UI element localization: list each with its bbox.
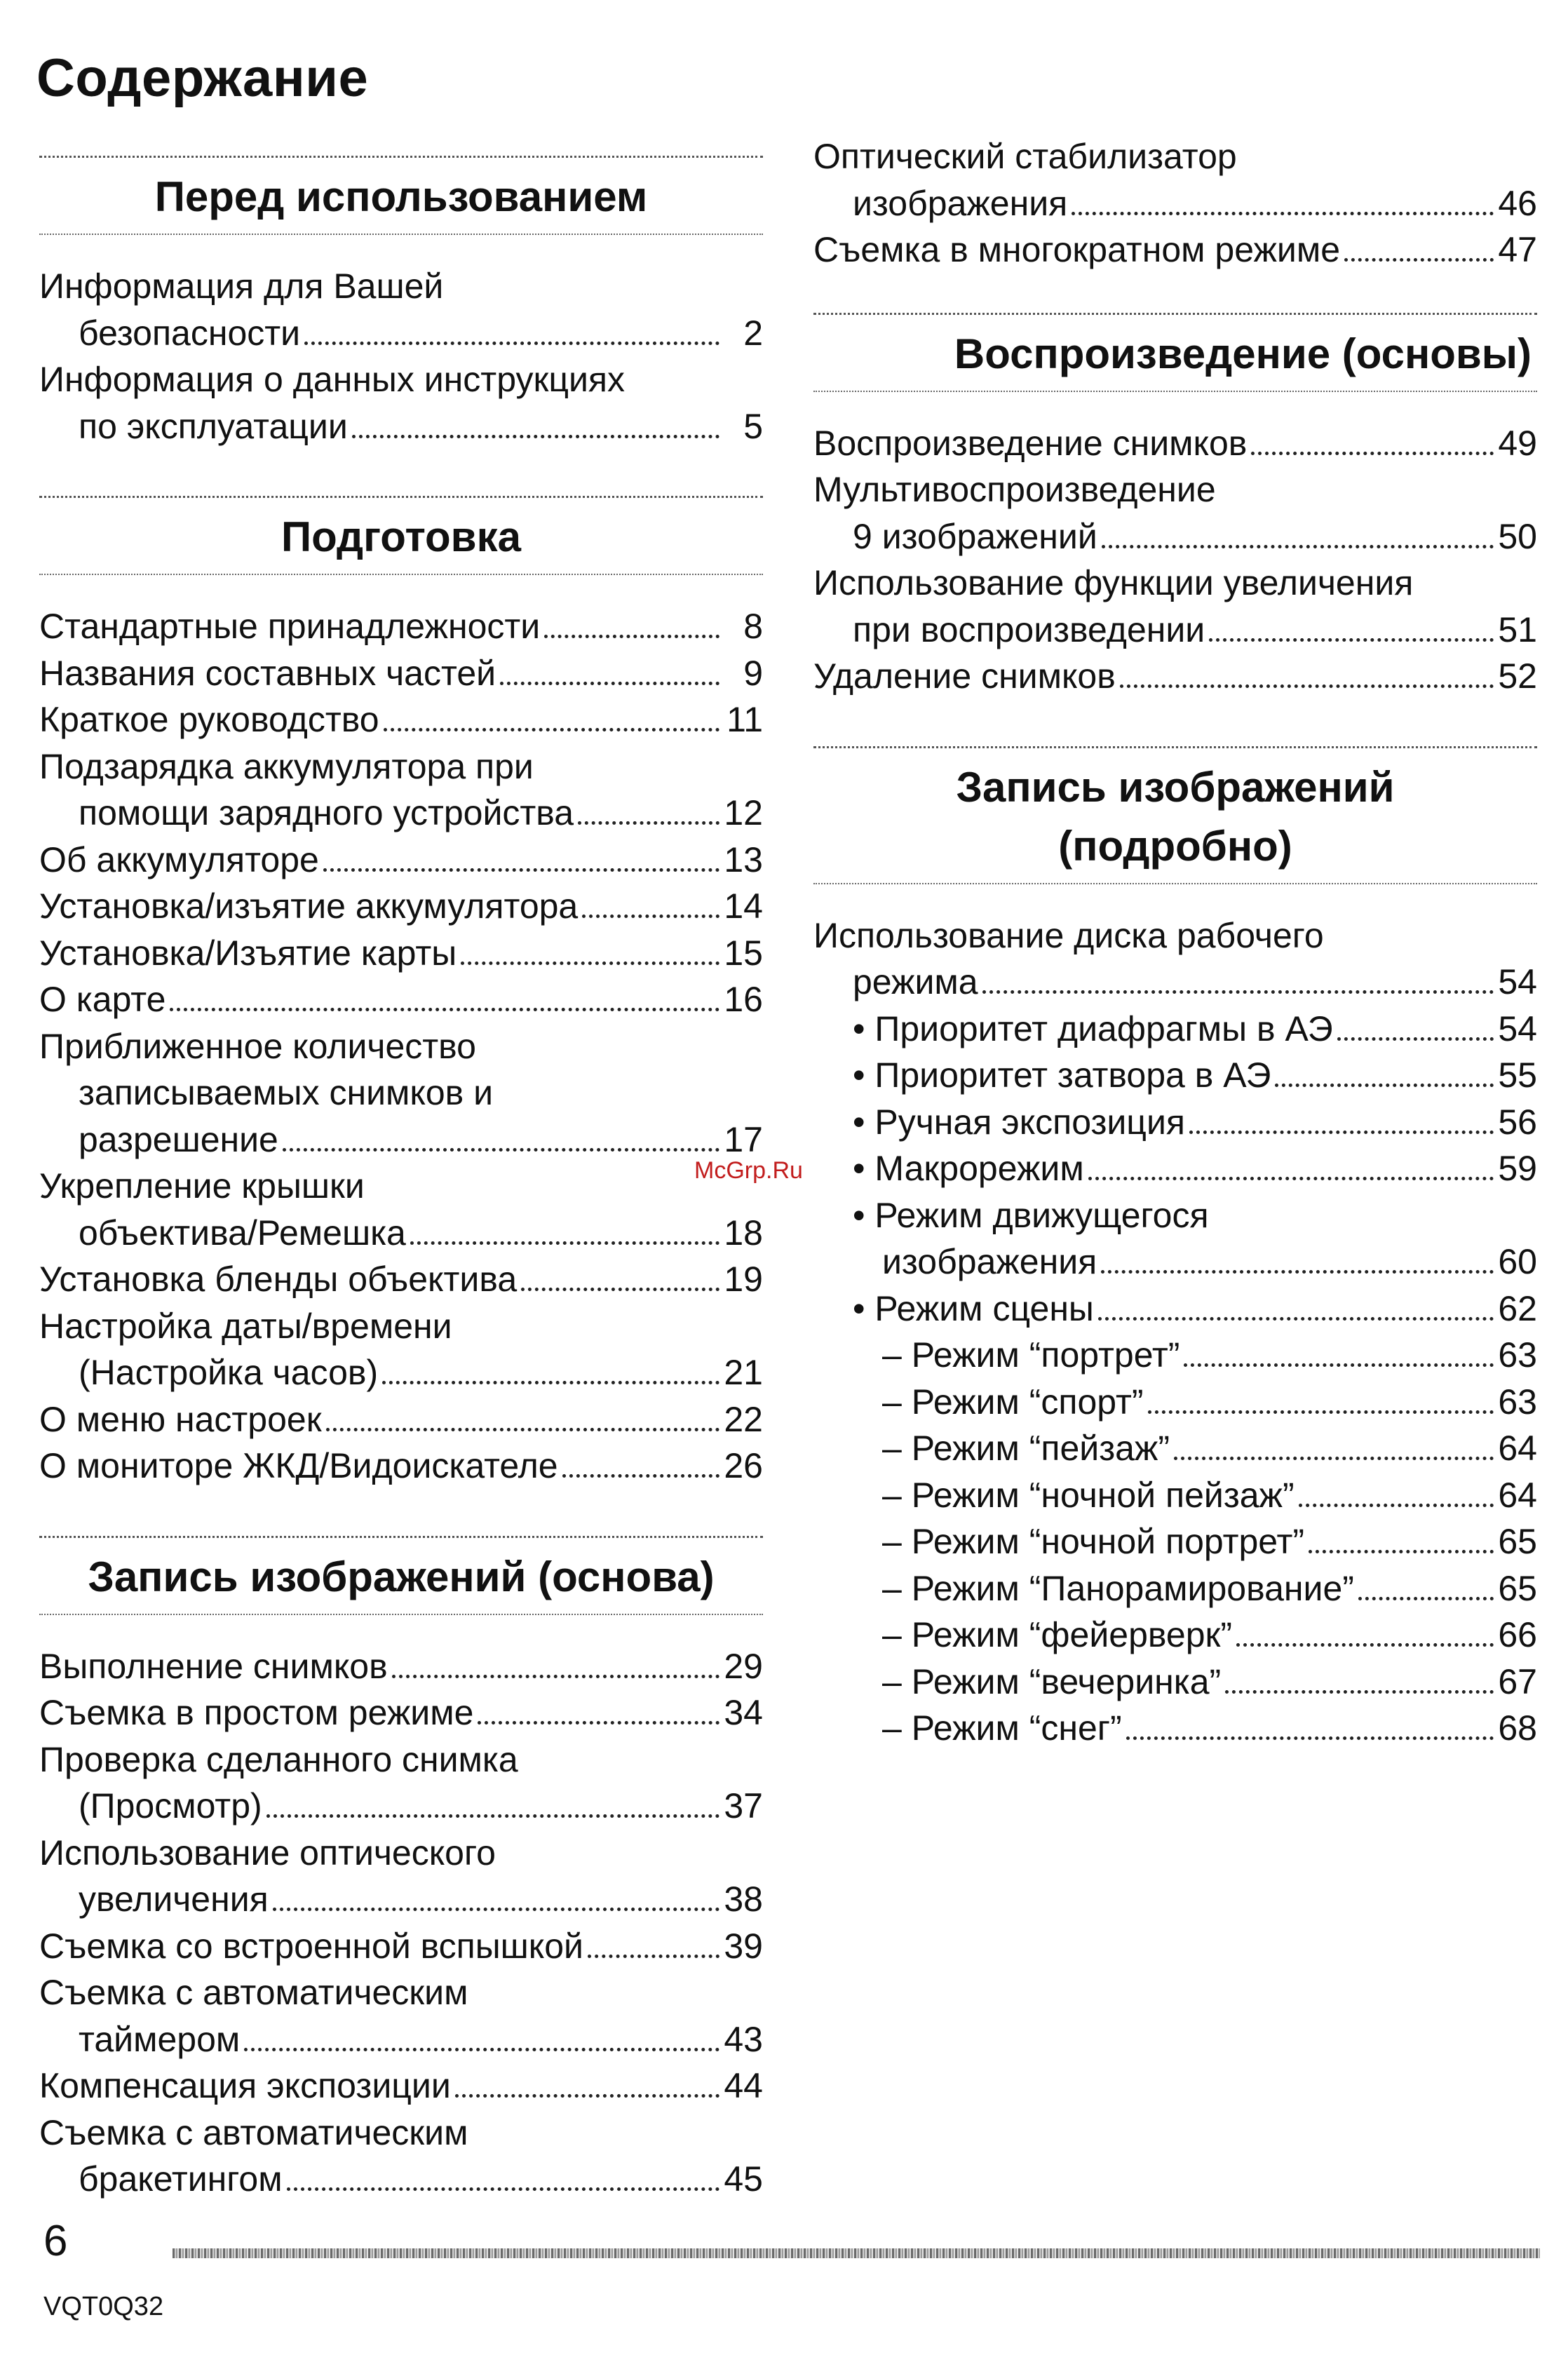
toc-entry-page: 21	[724, 1353, 763, 1392]
dot-leader	[478, 1721, 719, 1725]
toc-entry-page: 66	[1498, 1615, 1537, 1654]
toc-entry	[39, 743, 763, 790]
toc-entry-page: 19	[724, 1260, 763, 1299]
toc-entry-page: 45	[724, 2159, 763, 2199]
toc-entry-page: 11	[726, 700, 763, 739]
dot-leader	[521, 1288, 719, 1291]
toc-entry	[813, 1285, 1537, 1332]
toc-entries	[39, 1643, 763, 2203]
toc-entry	[813, 1145, 1537, 1192]
toc-entries	[813, 420, 1537, 700]
toc-entries	[813, 133, 1537, 274]
toc-entry-label: – Режим “Панорамирование”	[882, 1568, 1354, 1608]
toc-entry-page: 34	[724, 1693, 763, 1732]
toc-entry	[813, 1099, 1537, 1146]
toc-entry-label: Использование диска рабочего	[813, 915, 1324, 955]
section-rule-bottom	[39, 574, 763, 575]
toc-entry	[39, 1116, 763, 1163]
toc-entry-page: 37	[724, 1786, 763, 1826]
toc-entry-label: Оптический стабилизатор	[813, 137, 1237, 176]
dot-leader	[1337, 1037, 1494, 1041]
section-rule-bottom	[39, 1614, 763, 1615]
toc-entry-label: • Макрорежим	[853, 1149, 1084, 1188]
toc-entry-page: 64	[1498, 1475, 1537, 1515]
toc-entry-page: 22	[724, 1399, 763, 1439]
dot-leader	[392, 1675, 719, 1678]
footer-decorative-bar	[173, 2248, 1540, 2258]
toc-entry	[39, 1876, 763, 1923]
section-rule-top	[39, 496, 763, 498]
dot-leader	[1088, 1177, 1494, 1180]
toc-entry	[39, 1969, 763, 2016]
toc-entry-label: Съемка с автоматическим	[39, 1973, 468, 2012]
toc-entry-label: – Режим “портрет”	[882, 1335, 1180, 1375]
section-rule-bottom	[813, 883, 1537, 884]
toc-entry-label: Компенсация экспозиции	[39, 2066, 451, 2105]
toc-lead-entries	[813, 133, 1537, 274]
dot-leader	[384, 728, 719, 731]
toc-entry-label: Установка бленды объектива	[39, 1260, 518, 1299]
toc-entry-page: 46	[1498, 183, 1537, 223]
dot-leader	[382, 1381, 719, 1384]
toc-entry-label: 9 изображений	[853, 516, 1097, 556]
toc-entry	[813, 1518, 1537, 1565]
section-title-line-2: (подробно)	[1058, 822, 1292, 870]
toc-entry	[39, 1736, 763, 1783]
dot-leader	[1148, 1410, 1494, 1414]
dot-leader	[588, 1955, 719, 1958]
section-title: Подготовка	[281, 513, 521, 560]
toc-entry-label: Стандартные принадлежности	[39, 607, 541, 646]
toc-entry-label: Использование функции увеличения	[813, 563, 1414, 602]
toc-entry-label: – Режим “снег”	[882, 1708, 1122, 1748]
toc-entry-label: Съемка в простом режиме	[39, 1693, 474, 1732]
dot-leader	[1126, 1736, 1494, 1740]
toc-entry	[813, 1612, 1537, 1659]
dot-leader	[323, 868, 719, 872]
dot-leader	[1299, 1504, 1494, 1507]
toc-entry	[39, 1349, 763, 1396]
dot-leader	[544, 635, 719, 638]
toc-entry-label: • Приоритет диафрагмы в АЭ	[853, 1008, 1333, 1048]
dot-leader	[500, 682, 719, 685]
toc-entry	[39, 1256, 763, 1303]
toc-entry-label: разрешение	[79, 1119, 278, 1159]
dot-leader	[1189, 1131, 1494, 1134]
toc-entry	[39, 1023, 763, 1070]
toc-entry	[813, 1006, 1537, 1053]
dot-leader	[244, 2048, 719, 2051]
toc-entry-label: • Ручная экспозиция	[853, 1102, 1185, 1142]
toc-entry	[39, 2156, 763, 2203]
toc-entry	[39, 696, 763, 743]
toc-entry-label: Укрепление крышки	[39, 1166, 365, 1206]
toc-entry	[39, 1830, 763, 1877]
toc-entry-page: 56	[1498, 1102, 1537, 1142]
toc-entries	[813, 912, 1537, 1752]
toc-entry-label: записываемых снимков и	[79, 1073, 494, 1112]
toc-entry	[39, 1069, 763, 1116]
toc-entry-label: • Режим сцены	[853, 1288, 1094, 1328]
dot-leader	[1184, 1363, 1494, 1367]
toc-entry	[39, 1303, 763, 1350]
toc-entry-label: • Приоритет затвора в АЭ	[853, 1055, 1271, 1095]
toc-left-column	[39, 156, 763, 2249]
footer-document-code: VQT0Q32	[43, 2292, 164, 2321]
toc-entry	[39, 356, 763, 403]
toc-entry-page: 16	[724, 980, 763, 1019]
toc-entry-page: 54	[1498, 1008, 1537, 1048]
toc-entry	[39, 310, 763, 357]
toc-entry-label: Установка/Изъятие карты	[39, 933, 457, 973]
section-rule-top	[39, 1536, 763, 1538]
toc-entry-label: О карте	[39, 980, 166, 1019]
toc-entry-label: О мониторе ЖКД/Видоискателе	[39, 1446, 558, 1485]
toc-entry-label: Съемка с автоматическим	[39, 2112, 468, 2152]
toc-entry	[39, 2016, 763, 2063]
footer-page-number: 6	[43, 2217, 68, 2265]
toc-entry-label: при воспроизведении	[853, 609, 1205, 649]
toc-entry	[39, 1689, 763, 1736]
toc-entry	[813, 1565, 1537, 1612]
toc-entry-page: 5	[743, 406, 763, 446]
toc-entry-page: 55	[1498, 1055, 1537, 1095]
dot-leader	[1209, 638, 1494, 642]
toc-entry-page: 65	[1498, 1568, 1537, 1608]
toc-entry-label: – Режим “фейерверк”	[882, 1615, 1233, 1654]
dot-leader	[1344, 258, 1494, 262]
toc-entry-page: 12	[724, 793, 763, 832]
toc-entry-label: бракетингом	[79, 2159, 283, 2199]
toc-entry-label: Удаление снимков	[813, 656, 1116, 696]
toc-entry-label: Названия составных частей	[39, 653, 496, 693]
dot-leader	[170, 1008, 719, 1011]
dot-leader	[1174, 1457, 1494, 1460]
toc-entry-label: режима	[853, 962, 978, 1001]
toc-entry	[39, 1783, 763, 1830]
watermark: McGrp.Ru	[694, 1157, 803, 1184]
toc-entry-page: 68	[1498, 1708, 1537, 1748]
toc-entry	[39, 2063, 763, 2110]
dot-leader	[1101, 1270, 1494, 1274]
dot-leader	[1251, 452, 1494, 455]
toc-entry-page: 49	[1498, 423, 1537, 463]
dot-leader	[266, 1814, 719, 1818]
toc-entry	[39, 1396, 763, 1443]
toc-entry	[813, 1705, 1537, 1752]
toc-entry-label: Использование оптического	[39, 1833, 496, 1872]
section-rule-top	[39, 156, 763, 158]
dot-leader	[273, 1908, 719, 1911]
toc-entry-label: (Настройка часов)	[79, 1353, 379, 1392]
toc-entry-page: 50	[1498, 516, 1537, 556]
toc-entry-page: 18	[724, 1213, 763, 1253]
toc-entry-label: помощи зарядного устройства	[79, 793, 574, 832]
toc-entry-label: (Просмотр)	[79, 1786, 262, 1826]
dot-leader	[1358, 1597, 1494, 1600]
dot-leader	[1275, 1084, 1494, 1087]
toc-entry-page: 47	[1498, 230, 1537, 269]
dot-leader	[582, 915, 719, 918]
toc-entry	[813, 1472, 1537, 1519]
toc-entry-label: безопасности	[79, 313, 301, 353]
toc-entries	[39, 263, 763, 450]
toc-entry	[39, 603, 763, 650]
toc-entry	[813, 227, 1537, 274]
toc-section	[813, 313, 1537, 700]
section-title: Перед использованием	[154, 173, 648, 220]
toc-entry	[39, 883, 763, 930]
toc-entry-page: 63	[1498, 1382, 1537, 1422]
toc-entry-label: – Режим “пейзаж”	[882, 1429, 1170, 1468]
toc-entry	[813, 133, 1537, 180]
toc-section	[39, 1536, 763, 2203]
toc-entry-label: – Режим “ночной портрет”	[882, 1522, 1305, 1561]
dot-leader	[461, 961, 719, 965]
toc-entry	[813, 607, 1537, 654]
toc-entry-label: • Режим движущегося	[853, 1195, 1209, 1235]
toc-entry	[813, 1379, 1537, 1426]
toc-entry	[39, 930, 763, 977]
toc-entry	[813, 653, 1537, 700]
toc-entry	[39, 1443, 763, 1490]
toc-entry	[39, 263, 763, 310]
toc-entry	[39, 650, 763, 697]
toc-entry-page: 67	[1498, 1661, 1537, 1701]
toc-entry-page: 8	[743, 607, 763, 646]
dot-leader	[1098, 1317, 1494, 1321]
toc-entry-page: 9	[743, 653, 763, 693]
toc-entry-label: Съемка в многократном режиме	[813, 230, 1341, 269]
toc-entry	[813, 959, 1537, 1006]
toc-entry	[813, 1192, 1537, 1239]
dot-leader	[287, 2187, 719, 2191]
toc-entry	[39, 790, 763, 837]
toc-entry-label: Настройка даты/времени	[39, 1306, 452, 1346]
dot-leader	[1102, 545, 1494, 548]
toc-entry-page: 43	[724, 2019, 763, 2059]
toc-entry	[39, 1923, 763, 1970]
toc-entry-label: Информация о данных инструкциях	[39, 360, 625, 399]
toc-entry	[813, 180, 1537, 227]
toc-entry	[813, 560, 1537, 607]
toc-section	[39, 496, 763, 1490]
toc-entry-page: 17	[724, 1119, 763, 1159]
toc-entry-page: 51	[1498, 609, 1537, 649]
dot-leader	[283, 1148, 719, 1152]
toc-entry-page: 59	[1498, 1149, 1537, 1188]
toc-entry-label: Краткое руководство	[39, 700, 379, 739]
toc-entry-label: – Режим “вечеринка”	[882, 1661, 1222, 1701]
toc-entry	[39, 1643, 763, 1690]
toc-entry-label: Воспроизведение снимков	[813, 423, 1248, 463]
toc-entry-page: 52	[1498, 656, 1537, 696]
page-title: Содержание	[36, 48, 369, 108]
toc-entry-label: увеличения	[79, 1880, 269, 1919]
dot-leader	[1225, 1690, 1494, 1694]
dot-leader	[304, 342, 719, 345]
toc-entry-page: 2	[743, 313, 763, 353]
toc-entry	[39, 1163, 763, 1210]
toc-entry	[39, 403, 763, 450]
toc-entry-label: Подзарядка аккумулятора при	[39, 746, 534, 786]
toc-entry-page: 63	[1498, 1335, 1537, 1375]
toc-section	[813, 746, 1537, 1752]
toc-entry-page: 54	[1498, 962, 1537, 1001]
toc-entry-label: объектива/Ремешка	[79, 1213, 406, 1253]
toc-right-column	[813, 133, 1537, 1798]
toc-entry-page: 64	[1498, 1429, 1537, 1468]
section-rule-bottom	[813, 391, 1537, 392]
toc-entry	[813, 420, 1537, 467]
toc-entry	[813, 1239, 1537, 1285]
toc-entry	[813, 912, 1537, 959]
toc-entry-page: 65	[1498, 1522, 1537, 1561]
toc-entry	[39, 837, 763, 884]
dot-leader	[1236, 1643, 1494, 1647]
toc-entry	[813, 1052, 1537, 1099]
toc-entry-label: Об аккумуляторе	[39, 839, 319, 879]
toc-entry-label: Мультивоспроизведение	[813, 470, 1216, 509]
dot-leader	[1072, 212, 1494, 215]
toc-entry	[813, 1332, 1537, 1379]
toc-entry-label: по эксплуатации	[79, 406, 348, 446]
toc-entry-label: Выполнение снимков	[39, 1646, 388, 1686]
toc-entry-label: изображения	[882, 1242, 1097, 1281]
dot-leader	[982, 990, 1494, 994]
toc-entry-page: 15	[724, 933, 763, 973]
toc-entry-label: Проверка сделанного снимка	[39, 1739, 518, 1779]
toc-entry	[39, 976, 763, 1023]
dot-leader	[562, 1474, 719, 1478]
toc-entry-page: 14	[724, 886, 763, 926]
toc-entry-page: 62	[1498, 1288, 1537, 1328]
toc-entry-page: 44	[724, 2066, 763, 2105]
toc-entry-label: Установка/изъятие аккумулятора	[39, 886, 579, 926]
dot-leader	[455, 2094, 719, 2098]
toc-entry-label: Съемка со встроенной вспышкой	[39, 1926, 583, 1966]
dot-leader	[326, 1428, 719, 1431]
dot-leader	[410, 1241, 719, 1245]
toc-entries	[39, 603, 763, 1490]
toc-entry-page: 13	[724, 839, 763, 879]
toc-entry-label: Приближенное количество	[39, 1026, 476, 1066]
toc-entry	[39, 1210, 763, 1257]
toc-entry-page: 39	[724, 1926, 763, 1966]
toc-entry-page: 29	[724, 1646, 763, 1686]
toc-section	[39, 156, 763, 450]
toc-entry	[813, 513, 1537, 560]
dot-leader	[578, 821, 719, 825]
toc-entry-page: 26	[724, 1446, 763, 1485]
toc-entry-page: 38	[724, 1880, 763, 1919]
toc-entry-label: изображения	[853, 183, 1068, 223]
toc-entry	[813, 466, 1537, 513]
toc-entry-label: – Режим “ночной пейзаж”	[882, 1475, 1295, 1515]
section-rule-top	[813, 313, 1537, 315]
dot-leader	[352, 435, 719, 438]
section-rule-top	[813, 746, 1537, 748]
section-title: Воспроизведение (основы)	[954, 330, 1532, 377]
toc-entry-label: таймером	[79, 2019, 241, 2059]
toc-entry-label: О меню настроек	[39, 1399, 322, 1439]
toc-entry	[813, 1659, 1537, 1706]
section-title-line-1: Запись изображений	[956, 763, 1395, 811]
dot-leader	[1120, 684, 1494, 688]
toc-entry-label: Информация для Вашей	[39, 266, 444, 306]
section-rule-bottom	[39, 234, 763, 235]
toc-entry-page: 60	[1498, 1242, 1537, 1281]
section-title: Запись изображений (основа)	[88, 1553, 715, 1600]
toc-entry	[39, 2110, 763, 2157]
toc-entry-label: – Режим “спорт”	[882, 1382, 1144, 1422]
dot-leader	[1309, 1550, 1494, 1553]
toc-entry	[813, 1425, 1537, 1472]
